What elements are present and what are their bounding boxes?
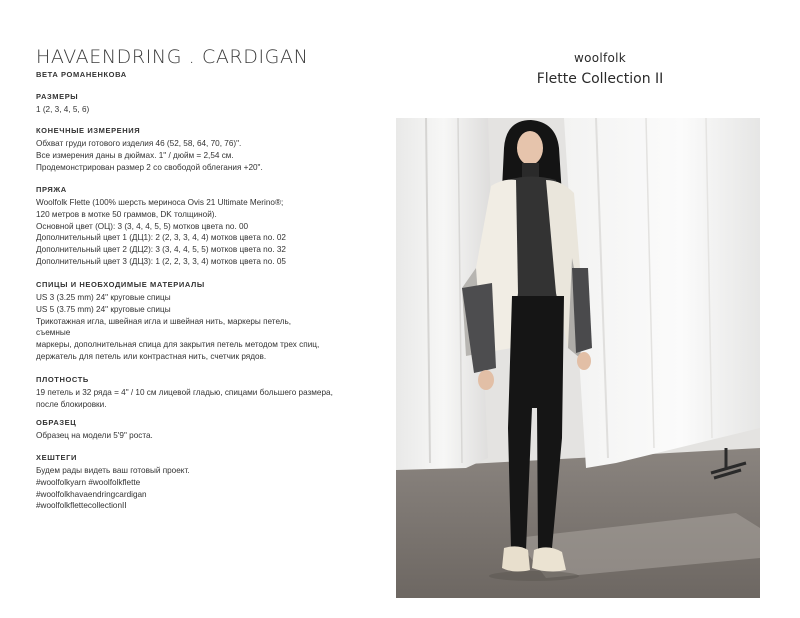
collection-name: Flette Collection II bbox=[536, 71, 664, 87]
section-heading: ХЕШТЕГИ bbox=[36, 453, 77, 462]
brand-logo: woolfolk bbox=[573, 51, 627, 65]
section-sample bbox=[36, 418, 396, 442]
section-sizes bbox=[36, 92, 396, 116]
section-needles-materials bbox=[36, 280, 396, 363]
designer-name: ВЕТА РОМАНЕНКОВА bbox=[36, 70, 127, 79]
pattern-title: HAVAENDRING . CARDIGAN bbox=[36, 46, 309, 68]
section-line: 19 петель и 32 ряда = 4" / 10 см лицевой гладью, спицами большего размера, bbox=[36, 388, 333, 397]
section-line: Дополнительный цвет 2 (ДЦ2): 3 (3, 4, 4, 5, 5) мотков цвета no. 32 bbox=[36, 245, 286, 255]
section-line: #woolfolkyarn #woolfolkflette bbox=[36, 477, 141, 487]
section-heading: ПРЯЖА bbox=[36, 185, 67, 194]
section-hashtags bbox=[36, 453, 396, 512]
section-heading: РАЗМЕРЫ bbox=[36, 92, 79, 101]
model-photo bbox=[396, 118, 760, 598]
section-line: Продемонстрирован размер 2 со свободой облегания +20". bbox=[36, 162, 263, 172]
section-heading: ОБРАЗЕЦ bbox=[36, 418, 77, 427]
section-line: держатель для петель или контрастная нить, счетчик рядов. bbox=[36, 351, 267, 361]
section-line: Будем рады видеть ваш готовый проект. bbox=[36, 466, 190, 475]
section-line: US 3 (3.25 mm) 24" круговые спицы bbox=[36, 293, 171, 302]
section-gauge bbox=[36, 375, 396, 411]
section-line: Трикотажная игла, швейная игла и швейная нить, маркеры петель, bbox=[36, 316, 292, 326]
section-line: маркеры, дополнительная спица для закрытия петель методом трех спиц, bbox=[36, 340, 320, 350]
section-line: #woolfolkflettecollectionII bbox=[36, 501, 127, 511]
section-heading: ПЛОТНОСТЬ bbox=[36, 375, 89, 384]
section-line: Дополнительный цвет 1 (ДЦ1): 2 (2, 3, 3, 4, 4) мотков цвета no. 02 bbox=[36, 233, 286, 243]
section-line: US 5 (3.75 mm) 24" круговые спицы bbox=[36, 304, 171, 314]
section-line: Обхват груди готового изделия 46 (52, 58, 64, 70, 76)". bbox=[36, 139, 242, 148]
section-heading: СПИЦЫ И НЕОБХОДИМЫЕ МАТЕРИАЛЫ bbox=[36, 280, 205, 289]
section-line: съемные bbox=[36, 328, 71, 338]
section-line: 1 (2, 3, 4, 5, 6) bbox=[36, 105, 90, 114]
section-line: 120 метров в мотке 50 граммов, DK толщиной). bbox=[36, 209, 217, 219]
section-line: Все измерения даны в дюймах. 1" / дюйм = 2,54 см. bbox=[36, 150, 234, 160]
section-line: Woolfolk Flette (100% шерсть мериноса Ovis 21 Ultimate Merino®; bbox=[36, 198, 284, 207]
section-line: Основной цвет (ОЦ): 3 (3, 4, 4, 5, 5) мотков цвета no. 00 bbox=[36, 221, 249, 231]
section-heading: КОНЕЧНЫЕ ИЗМЕРЕНИЯ bbox=[36, 126, 141, 135]
section-line: #woolfolkhavaendringcardigan bbox=[36, 489, 147, 499]
section-line: Дополнительный цвет 3 (ДЦ3): 1 (2, 2, 3, 3, 4) мотков цвета no. 05 bbox=[36, 256, 286, 266]
section-yarn bbox=[36, 185, 396, 268]
section-finished-measurements bbox=[36, 126, 396, 173]
section-line: после блокировки. bbox=[36, 399, 107, 409]
section-line: Образец на модели 5'9" роста. bbox=[36, 431, 153, 440]
